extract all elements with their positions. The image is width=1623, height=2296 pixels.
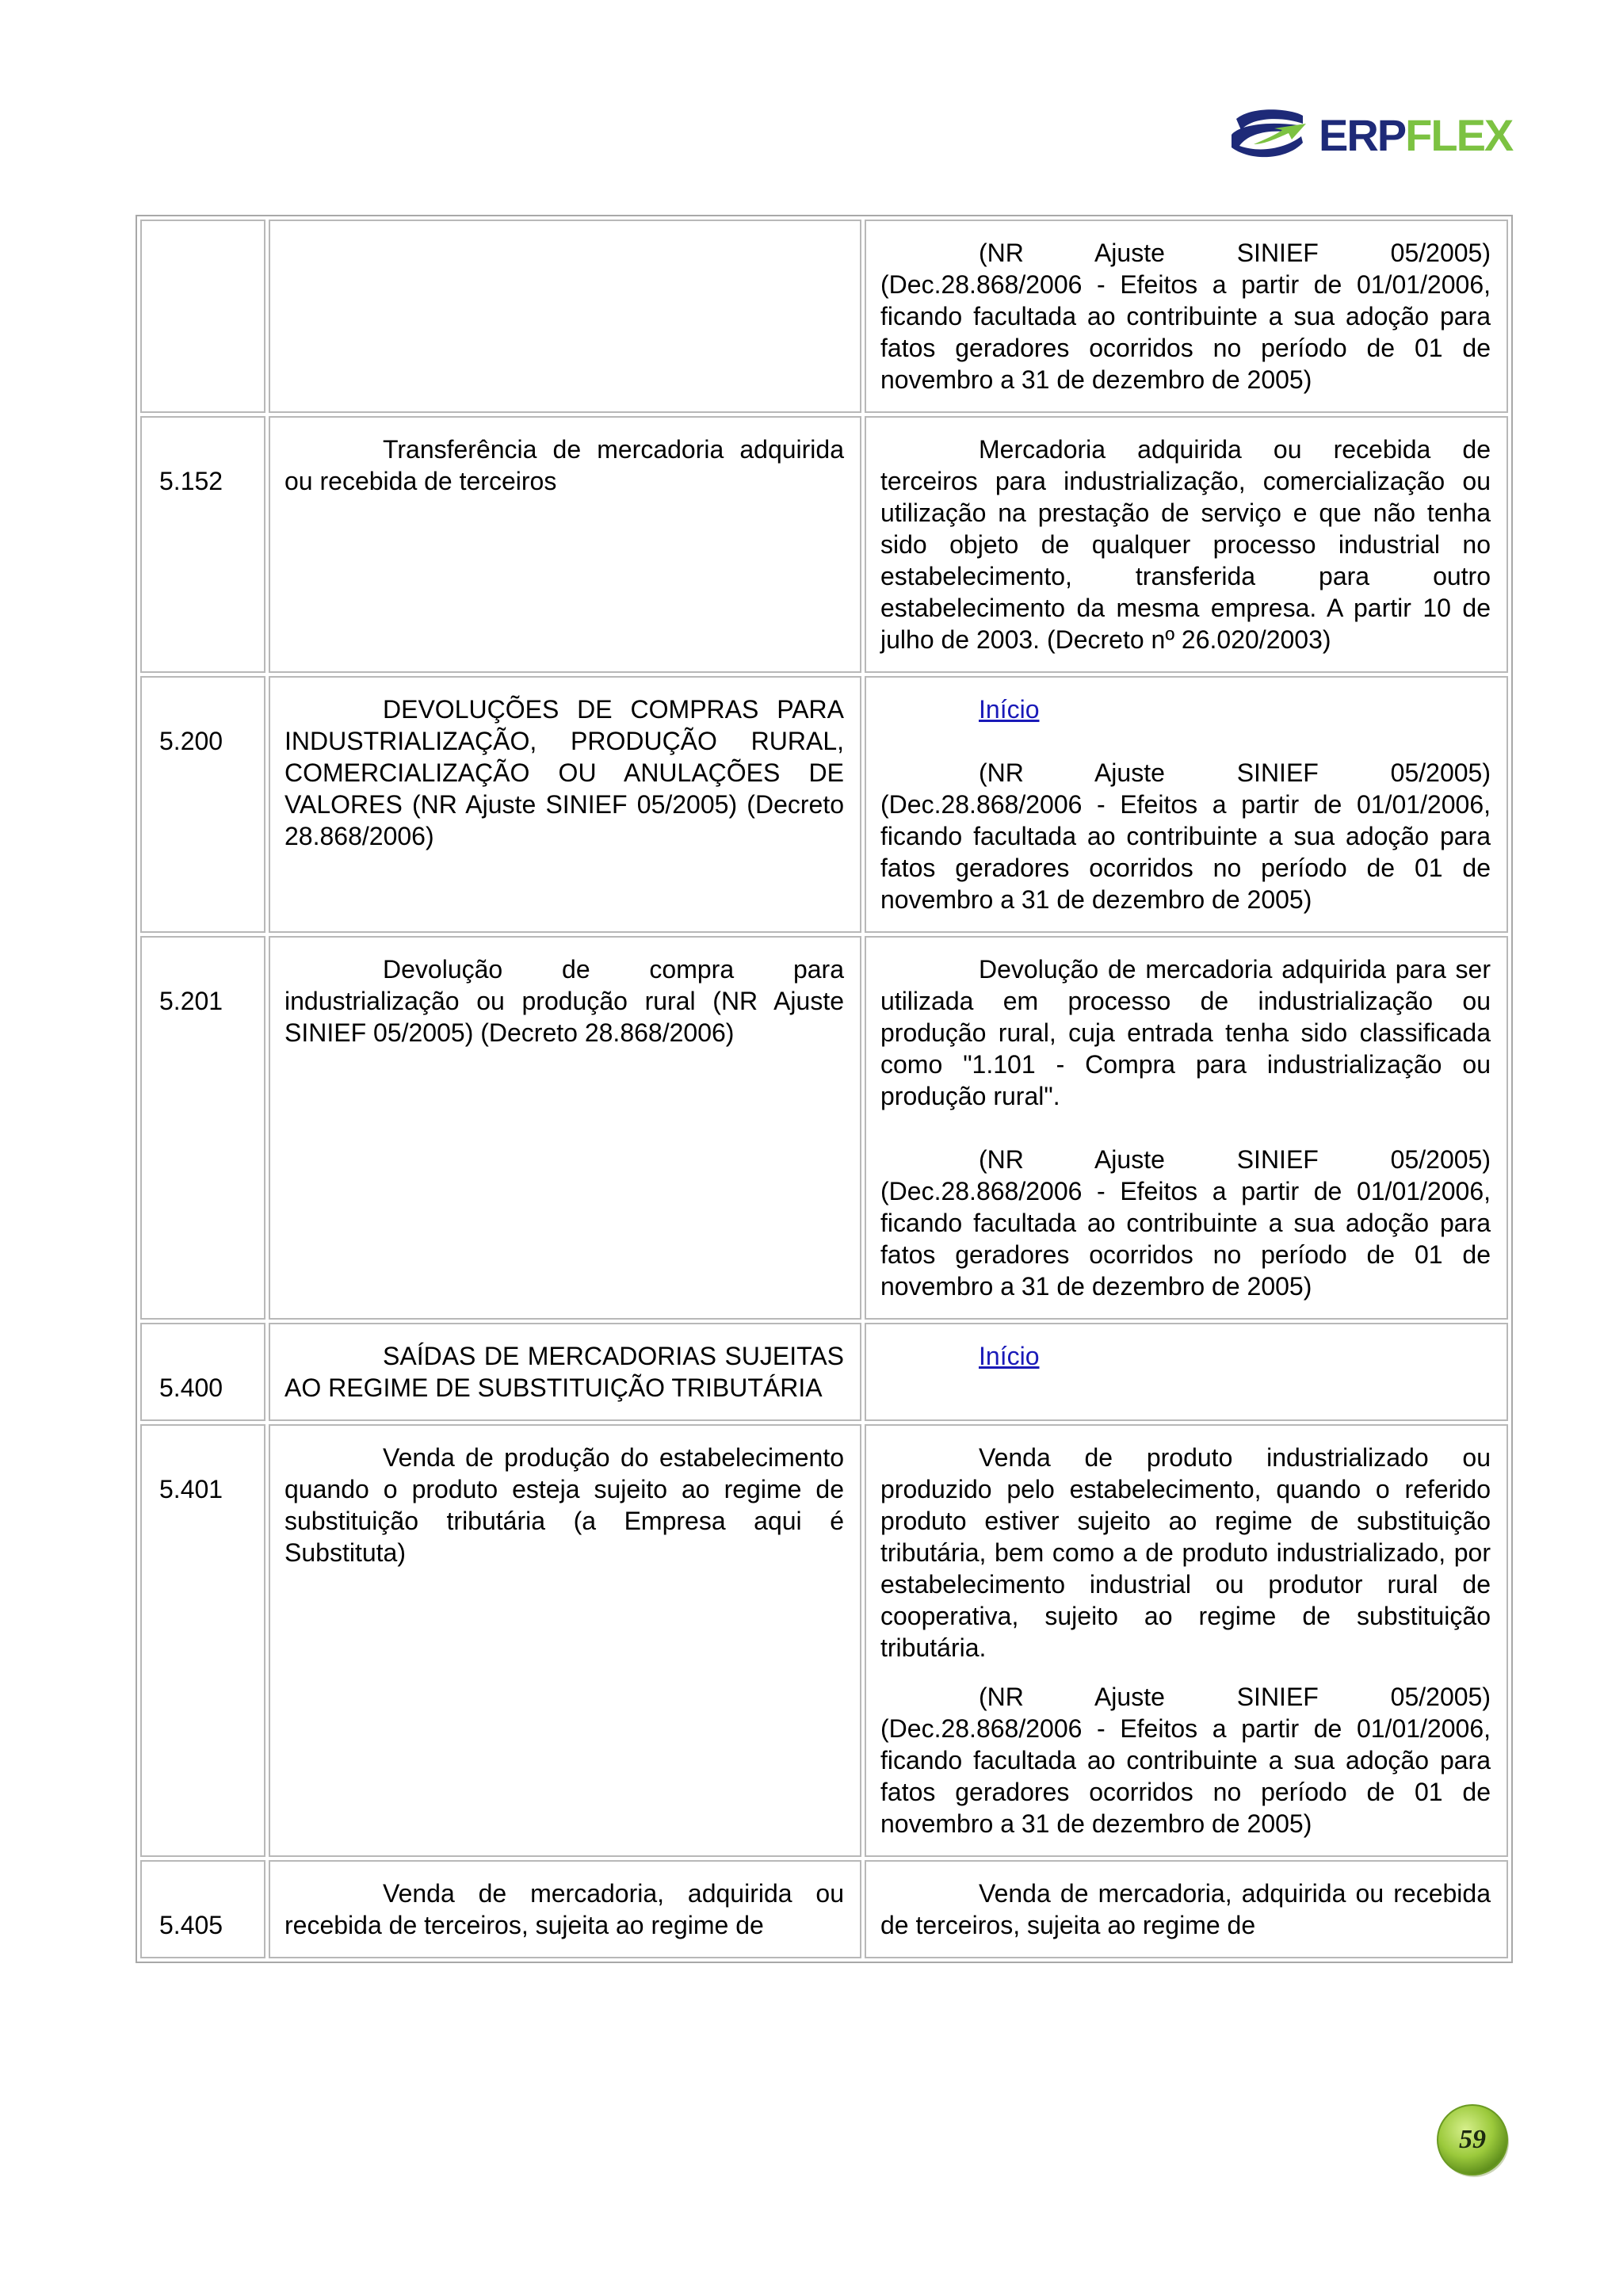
code-cell: [140, 1860, 265, 1958]
notes-cell: [865, 1323, 1508, 1421]
cfop-note: Mercadoria adquirida ou recebida de terceiros para industrialização, comercialização ou utilização na prestação de serviço e que não tenha sido objeto de qualquer processo industrial no estabelecimento, transferida para outro estabelecimento da mesma empresa. A partir 10 de julho de 2003. (Decreto nº 26.020/2003): [880, 435, 1491, 654]
table-row: [140, 220, 1508, 413]
inicio-link[interactable]: Início: [979, 1342, 1040, 1370]
notes-cell: [865, 936, 1508, 1320]
logo-wordmark: ERPFLEX: [1319, 110, 1513, 160]
notes-cell: [865, 220, 1508, 413]
cfop-description: Devolução de compra para industrialização ou produção rural (NR Ajuste SINIEF 05/2005) (Decreto 28.868/2006): [285, 955, 844, 1047]
table-row: [140, 1424, 1508, 1857]
description-cell: [269, 1323, 861, 1421]
cfop-code: 5.405: [159, 1911, 223, 1939]
description-cell: [269, 220, 861, 413]
table-row: [140, 676, 1508, 933]
notes-cell: [865, 676, 1508, 933]
table-row: [140, 1860, 1508, 1958]
erpflex-logo-mark: [1227, 101, 1513, 165]
code-cell: [140, 1323, 265, 1421]
notes-cell: [865, 416, 1508, 673]
cfop-description: Venda de mercadoria, adquirida ou recebida de terceiros, sujeita ao regime de: [285, 1879, 844, 1939]
notes-cell: [865, 1860, 1508, 1958]
table-row: [140, 936, 1508, 1320]
description-cell: [269, 416, 861, 673]
cfop-code: 5.401: [159, 1475, 223, 1503]
code-cell: [140, 220, 265, 413]
description-cell: [269, 676, 861, 933]
cfop-description: DEVOLUÇÕES DE COMPRAS PARA INDUSTRIALIZAÇÃO, PRODUÇÃO RURAL, COMERCIALIZAÇÃO OU ANULAÇÕES DE VALORES (NR Ajuste SINIEF 05/2005) (Decreto 28.868/2006): [285, 695, 844, 850]
cfop-note: (NR Ajuste SINIEF 05/2005) (Dec.28.868/2006 - Efeitos a partir de 01/01/2006, ficando facultada ao contribuinte a sua adoção para fatos geradores ocorridos no período de 01 de novembro a 31 de dezembro de 2005): [880, 1145, 1491, 1301]
cfop-note: Venda de produto industrializado ou produzido pelo estabelecimento, quando o referido produto estiver sujeito ao regime de substituição tributária, bem como a de produto industrializado, por estabelecimento industrial ou produtor rural de cooperativa, sujeito ao regime de substituição tributária.: [880, 1443, 1491, 1662]
cfop-code: 5.400: [159, 1373, 223, 1402]
notes-cell: [865, 1424, 1508, 1857]
description-cell: [269, 1424, 861, 1857]
page-number-badge: [1433, 2100, 1512, 2179]
cfop-code: 5.200: [159, 727, 223, 755]
description-cell: [269, 936, 861, 1320]
cfop-code: 5.201: [159, 987, 223, 1015]
cfop-note: Venda de mercadoria, adquirida ou recebida de terceiros, sujeita ao regime de: [880, 1879, 1491, 1939]
cfop-description: SAÍDAS DE MERCADORIAS SUJEITAS AO REGIME DE SUBSTITUIÇÃO TRIBUTÁRIA: [285, 1342, 844, 1402]
table-row: [140, 416, 1508, 673]
page-number: 59: [1459, 2125, 1486, 2154]
cfop-note: (NR Ajuste SINIEF 05/2005) (Dec.28.868/2006 - Efeitos a partir de 01/01/2006, ficando facultada ao contribuinte a sua adoção para fatos geradores ocorridos no período de 01 de novembro a 31 de dezembro de 2005): [880, 1683, 1491, 1838]
cfop-note: (NR Ajuste SINIEF 05/2005) (Dec.28.868/2006 - Efeitos a partir de 01/01/2006, ficando facultada ao contribuinte a sua adoção para fatos geradores ocorridos no período de 01 de novembro a 31 de dezembro de 2005): [880, 758, 1491, 914]
cfop-note: (NR Ajuste SINIEF 05/2005) (Dec.28.868/2006 - Efeitos a partir de 01/01/2006, ficando facultada ao contribuinte a sua adoção para fatos geradores ocorridos no período de 01 de novembro a 31 de dezembro de 2005): [880, 239, 1491, 394]
inicio-link[interactable]: Início: [979, 695, 1040, 724]
description-cell: [269, 1860, 861, 1958]
code-cell: [140, 416, 265, 673]
erpflex-logo: [1227, 101, 1513, 165]
cfop-description: Transferência de mercadoria adquirida ou recebida de terceiros: [285, 435, 844, 495]
cfop-table: [136, 215, 1513, 1963]
code-cell: [140, 676, 265, 933]
table-row: [140, 1323, 1508, 1421]
cfop-code: 5.152: [159, 467, 223, 495]
code-cell: [140, 1424, 265, 1857]
cfop-description: Venda de produção do estabelecimento quando o produto esteja sujeito ao regime de substituição tributária (a Empresa aqui é Substituta): [285, 1443, 844, 1567]
cfop-note: Devolução de mercadoria adquirida para ser utilizada em processo de industrialização ou produção rural, cuja entrada tenha sido classificada como "1.101 - Compra para industrialização ou produção rural".: [880, 955, 1491, 1110]
code-cell: [140, 936, 265, 1320]
